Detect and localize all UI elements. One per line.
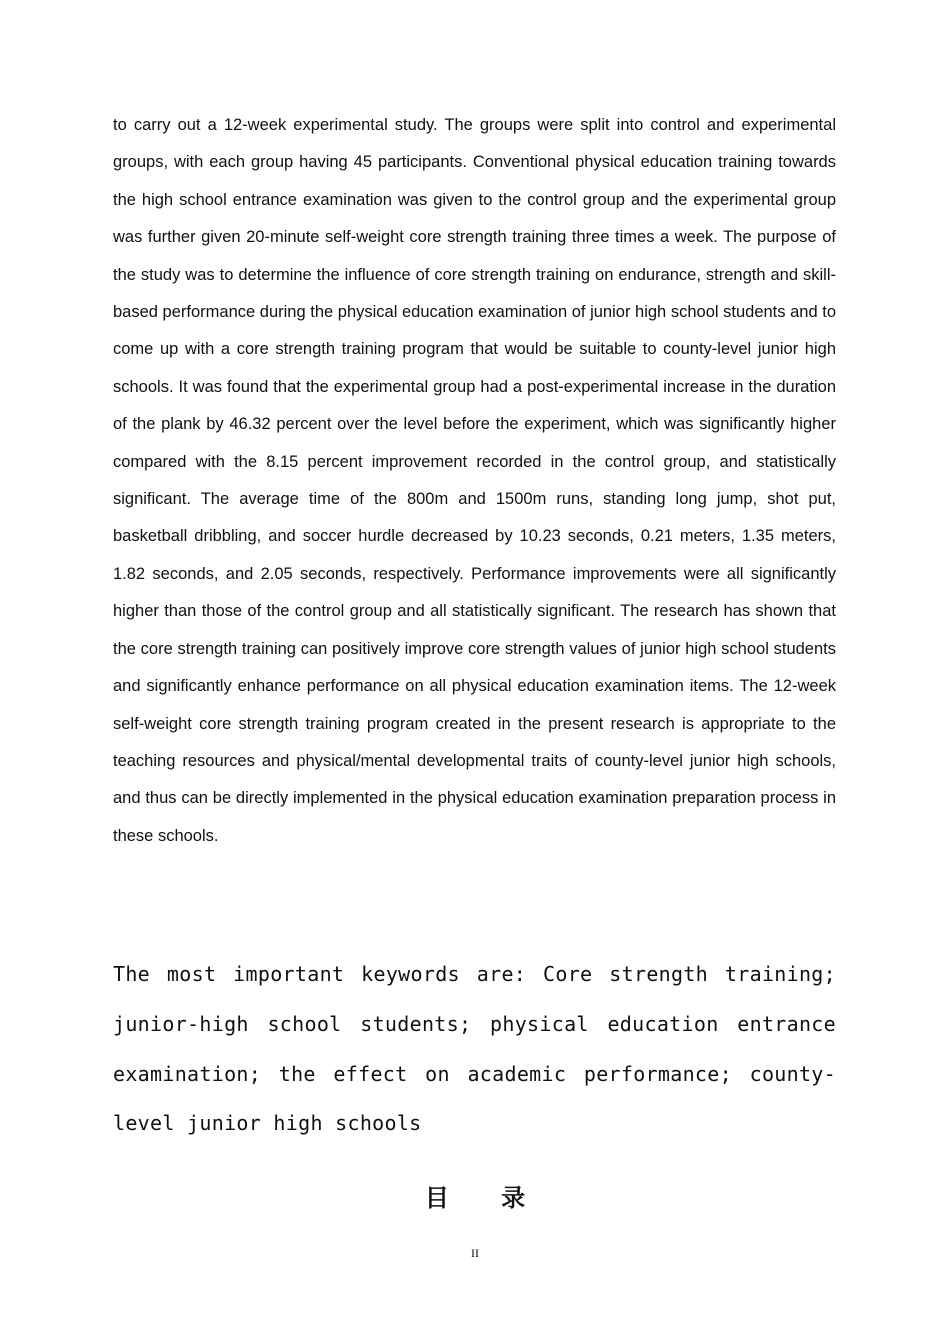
- table-of-contents-heading: 目 录: [424, 1184, 548, 1212]
- abstract-paragraph: to carry out a 12-week experimental study. The groups were split into control and experimental groups, with each group having 45 participants. Conventional physical education training towards the high school entrance examination was given to the control group and the experimental group was further given 20-minute self-weight core strength training three times a week. The purpose of the study was to determine the influence of core strength training on endurance, strength and skill-based performance during the physical education examination of junior high school students and to come up with a core strength training program that would be suitable to county-level junior high schools. It was found that the experimental group had a post-experimental increase in the duration of the plank by 46.32 percent over the level before the experiment, which was significantly higher compared with the 8.15 percent improvement recorded in the control group, and statistically significant. The average time of the 800m and 1500m runs, standing long jump, shot put, basketball dribbling, and soccer hurdle decreased by 10.23 seconds, 0.21 meters, 1.35 meters, 1.82 seconds, and 2.05 seconds, respectively. Performance improvements were all significantly higher than those of the control group and all statistically significant. The research has shown that the core strength training can positively improve core strength values of junior high school students and significantly enhance performance on all physical education examination items. The 12-week self-weight core strength training program created in the present research is appropriate to the teaching resources and physical/mental developmental traits of county-level junior high schools, and thus can be directly implemented in the physical education examination preparation process in these schools.: [113, 116, 836, 845]
- keywords-paragraph: The most important keywords are: Core strength training; junior-high school students; physical education entrance examination; the effect on academic performance; county-level junior high schools: [113, 962, 836, 1136]
- page-number: II: [471, 1246, 479, 1260]
